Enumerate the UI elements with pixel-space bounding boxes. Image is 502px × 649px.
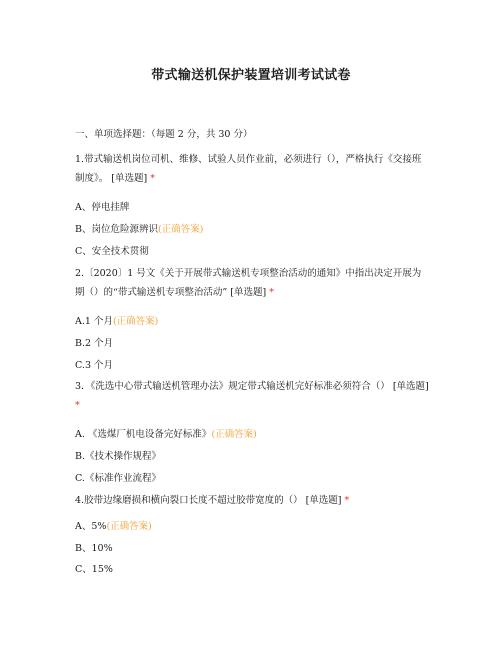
required-mark: *: [344, 495, 350, 506]
answer-tag: (正确答案): [157, 224, 204, 235]
section-header: 一、单项选择题：（每题 2 分，共 30 分）: [75, 129, 253, 140]
option-3a: [75, 426, 257, 440]
question-text: 4.胶带边缘磨损和横向裂口长度不超过胶带宽度的（） [单选题]: [75, 495, 342, 506]
option-label: B、岗位危险源辨识: [75, 224, 158, 235]
question-text: 3．《洗选中心带式输送机管理办法》规定带式输送机完好标准必须符合（） [单选题]: [75, 381, 429, 392]
option-4c: [75, 561, 113, 575]
option-label: B.《技术操作规程》: [75, 451, 162, 462]
option-label: B、10%: [75, 543, 113, 554]
option-label: C、安全技术贯彻: [75, 246, 149, 257]
question-2: [75, 264, 430, 302]
question-1: [75, 150, 430, 188]
option-label: A. 《选煤厂机电设备完好标准》: [75, 429, 212, 440]
option-1a: [75, 199, 129, 213]
option-4a: [75, 518, 152, 532]
option-label: C.《标准作业流程》: [75, 473, 161, 484]
answer-tag: (正确答案): [106, 521, 152, 532]
question-3: [75, 377, 430, 415]
option-2b: [75, 335, 113, 349]
option-1c: [75, 243, 149, 257]
option-label: A、停电挂牌: [75, 202, 130, 213]
option-label: A.1 个月: [75, 316, 113, 327]
option-label: C.3 个月: [75, 360, 114, 371]
option-label: C、15%: [75, 564, 113, 575]
option-3c: [75, 470, 161, 484]
question-4: [75, 491, 430, 510]
question-text: 2.〔2020〕1 号文《关于开展带式输送机专项整治活动的通知》中指出决定开展为期（）的“带式输送机专项整治活动” [单选题]: [75, 268, 422, 298]
option-2c: [75, 357, 113, 371]
option-2a: [75, 313, 158, 327]
option-3b: [75, 448, 161, 462]
required-mark: *: [75, 400, 80, 411]
answer-tag: (正确答案): [112, 316, 159, 327]
question-text: 1.带式输送机岗位司机、维修、试验人员作业前，必须进行（），严格执行《交接班制度》。 [单选题]: [75, 154, 422, 184]
option-label: A、5%: [75, 521, 107, 532]
answer-tag: (正确答案): [211, 429, 257, 440]
required-mark: *: [150, 173, 155, 184]
required-mark: *: [269, 287, 274, 298]
option-label: B.2 个月: [75, 338, 114, 349]
option-1b: [75, 221, 203, 235]
page-title: 带式输送机保护装置培训考试试卷: [151, 68, 351, 83]
option-4b: [75, 540, 113, 554]
